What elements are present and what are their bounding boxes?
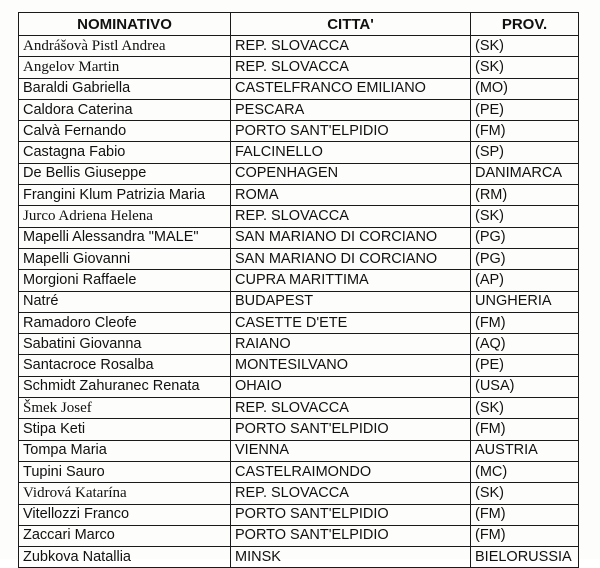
table-row: [19, 248, 579, 269]
cell-name: Jurco Adriena Helena: [19, 206, 231, 227]
cell-name: Mapelli Giovanni: [19, 248, 231, 269]
table-row: [19, 440, 579, 461]
header-city: CITTA': [231, 13, 471, 36]
cell-city: COPENHAGEN: [231, 163, 471, 184]
table-row: [19, 312, 579, 333]
cell-city: ROMA: [231, 185, 471, 206]
header-row: [19, 13, 579, 36]
cell-city: RAIANO: [231, 334, 471, 355]
cell-name: Calvà Fernando: [19, 121, 231, 142]
table-row: [19, 419, 579, 440]
cell-prov: (USA): [471, 376, 579, 397]
cell-city: MINSK: [231, 547, 471, 568]
cell-name: Baraldi Gabriella: [19, 78, 231, 99]
cell-city: REP. SLOVACCA: [231, 206, 471, 227]
cell-city: MONTESILVANO: [231, 355, 471, 376]
cell-name: De Bellis Giuseppe: [19, 163, 231, 184]
cell-name: Schmidt Zahuranec Renata: [19, 376, 231, 397]
cell-city: PORTO SANT'ELPIDIO: [231, 525, 471, 546]
cell-name: Mapelli Alessandra "MALE": [19, 227, 231, 248]
cell-city: BUDAPEST: [231, 291, 471, 312]
cell-name: Vitellozzi Franco: [19, 504, 231, 525]
cell-city: CUPRA MARITTIMA: [231, 270, 471, 291]
cell-prov: (PE): [471, 99, 579, 120]
table-row: [19, 483, 579, 504]
cell-name: Frangini Klum Patrizia Maria: [19, 185, 231, 206]
cell-city: CASETTE D'ETE: [231, 312, 471, 333]
table-row: [19, 547, 579, 568]
cell-city: SAN MARIANO DI CORCIANO: [231, 227, 471, 248]
table-row: [19, 376, 579, 397]
table-row: [19, 461, 579, 482]
cell-name: Ramadoro Cleofe: [19, 312, 231, 333]
table-row: [19, 355, 579, 376]
header-prov: PROV.: [471, 13, 579, 36]
table-row: [19, 78, 579, 99]
table-row: [19, 121, 579, 142]
cell-prov: (SK): [471, 398, 579, 419]
cell-name: Tompa Maria: [19, 440, 231, 461]
cell-name: Stipa Keti: [19, 419, 231, 440]
cell-name: Natré: [19, 291, 231, 312]
cell-prov: (FM): [471, 504, 579, 525]
table-row: [19, 185, 579, 206]
cell-prov: BIELORUSSIA: [471, 547, 579, 568]
cell-prov: (MO): [471, 78, 579, 99]
cell-name: Zubkova Natallia: [19, 547, 231, 568]
cell-city: PORTO SANT'ELPIDIO: [231, 504, 471, 525]
cell-city: PORTO SANT'ELPIDIO: [231, 419, 471, 440]
cell-name: Tupini Sauro: [19, 461, 231, 482]
table-row: [19, 57, 579, 78]
cell-name: Castagna Fabio: [19, 142, 231, 163]
cell-name: Šmek Josef: [19, 398, 231, 419]
cell-prov: (SK): [471, 206, 579, 227]
table-row: [19, 142, 579, 163]
cell-prov: (SK): [471, 36, 579, 57]
cell-prov: UNGHERIA: [471, 291, 579, 312]
cell-city: REP. SLOVACCA: [231, 398, 471, 419]
cell-prov: (FM): [471, 121, 579, 142]
cell-prov: (FM): [471, 525, 579, 546]
table-row: [19, 525, 579, 546]
cell-city: OHAIO: [231, 376, 471, 397]
table-row: [19, 99, 579, 120]
cell-prov: (MC): [471, 461, 579, 482]
roster-table: [18, 12, 579, 568]
cell-name: Zaccari Marco: [19, 525, 231, 546]
cell-name: Vidrová Katarína: [19, 483, 231, 504]
cell-prov: (SP): [471, 142, 579, 163]
table-row: [19, 227, 579, 248]
cell-city: SAN MARIANO DI CORCIANO: [231, 248, 471, 269]
table-row: [19, 398, 579, 419]
cell-prov: (SK): [471, 483, 579, 504]
cell-city: CASTELRAIMONDO: [231, 461, 471, 482]
cell-name: Andrášovà Pistl Andrea: [19, 36, 231, 57]
table-row: [19, 270, 579, 291]
roster-body: [19, 36, 579, 568]
cell-prov: (SK): [471, 57, 579, 78]
cell-prov: (PE): [471, 355, 579, 376]
table-row: [19, 36, 579, 57]
cell-prov: (FM): [471, 312, 579, 333]
cell-city: PORTO SANT'ELPIDIO: [231, 121, 471, 142]
cell-prov: (AP): [471, 270, 579, 291]
table-row: [19, 291, 579, 312]
cell-city: VIENNA: [231, 440, 471, 461]
cell-name: Caldora Caterina: [19, 99, 231, 120]
cell-city: REP. SLOVACCA: [231, 36, 471, 57]
cell-prov: DANIMARCA: [471, 163, 579, 184]
cell-city: REP. SLOVACCA: [231, 483, 471, 504]
cell-prov: (AQ): [471, 334, 579, 355]
cell-name: Morgioni Raffaele: [19, 270, 231, 291]
cell-prov: (PG): [471, 248, 579, 269]
cell-city: CASTELFRANCO EMILIANO: [231, 78, 471, 99]
cell-city: FALCINELLO: [231, 142, 471, 163]
cell-name: Sabatini Giovanna: [19, 334, 231, 355]
table-row: [19, 334, 579, 355]
cell-name: Angelov Martin: [19, 57, 231, 78]
cell-prov: (FM): [471, 419, 579, 440]
cell-city: PESCARA: [231, 99, 471, 120]
cell-prov: (PG): [471, 227, 579, 248]
cell-city: REP. SLOVACCA: [231, 57, 471, 78]
table-row: [19, 206, 579, 227]
table-row: [19, 163, 579, 184]
cell-name: Santacroce Rosalba: [19, 355, 231, 376]
cell-prov: (RM): [471, 185, 579, 206]
table-row: [19, 504, 579, 525]
cell-prov: AUSTRIA: [471, 440, 579, 461]
header-name: NOMINATIVO: [19, 13, 231, 36]
